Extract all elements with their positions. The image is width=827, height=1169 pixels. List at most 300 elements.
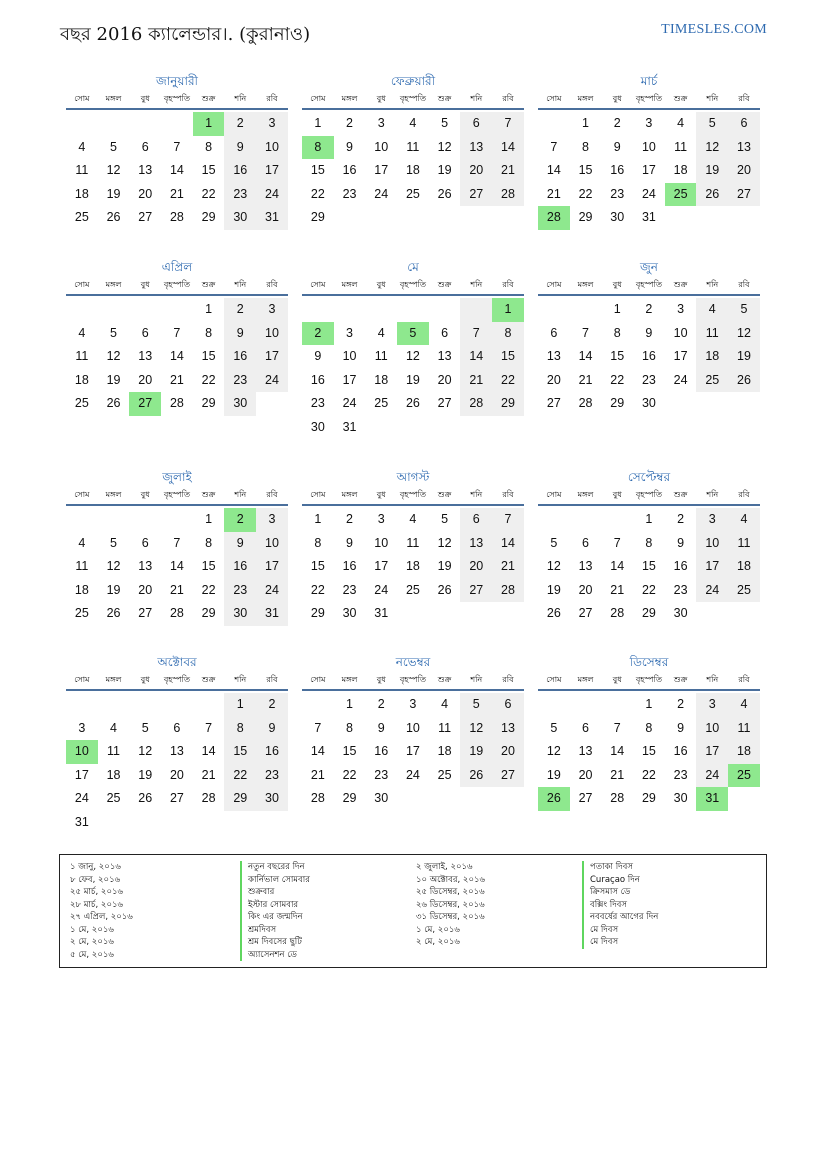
day-cell[interactable]: 2 <box>613 116 621 130</box>
day-cell[interactable]: 2 <box>256 693 288 717</box>
day-cell[interactable]: 9 <box>224 322 256 346</box>
day-cell[interactable]: 4 <box>78 325 86 340</box>
day-cell[interactable]: 10 <box>374 535 389 550</box>
day-cell[interactable]: 14 <box>201 744 216 758</box>
day-cell[interactable]: 14 <box>492 532 524 556</box>
day-cell[interactable]: 10 <box>696 717 728 741</box>
day-cell[interactable]: 24 <box>641 186 656 201</box>
day-cell[interactable]: 27 <box>138 606 153 620</box>
day-cell[interactable]: 23 <box>610 186 625 201</box>
day-cell[interactable]: 21 <box>610 582 625 597</box>
day-cell[interactable]: 2 <box>677 697 685 711</box>
day-cell[interactable]: 3 <box>377 512 385 526</box>
day-cell[interactable]: 19 <box>696 159 728 183</box>
day-cell[interactable]: 12 <box>405 349 420 363</box>
day-cell[interactable]: 7 <box>582 325 589 340</box>
day-cell[interactable]: 30 <box>310 419 325 434</box>
day-cell[interactable]: 20 <box>138 372 153 387</box>
day-cell[interactable]: 19 <box>405 372 420 387</box>
day-cell[interactable]: 13 <box>169 744 184 758</box>
day-cell[interactable]: 13 <box>546 349 561 363</box>
day-cell[interactable]: 26 <box>405 396 420 410</box>
day-cell[interactable]: 8 <box>346 720 353 735</box>
day-cell[interactable]: 9 <box>256 717 288 741</box>
day-cell[interactable]: 18 <box>728 740 760 764</box>
day-cell[interactable]: 13 <box>138 349 153 363</box>
day-cell[interactable]: 7 <box>550 139 558 154</box>
day-cell[interactable]: 3 <box>256 112 288 136</box>
day-cell[interactable]: 26 <box>106 210 121 224</box>
day-cell[interactable]: 30 <box>641 396 656 410</box>
day-cell[interactable]: 17 <box>641 163 656 177</box>
day-cell[interactable]: 19 <box>437 163 452 177</box>
day-cell[interactable]: 19 <box>546 767 561 782</box>
day-cell[interactable]: 22 <box>201 372 216 387</box>
day-cell[interactable]: 5 <box>728 298 760 322</box>
day-cell[interactable]: 2 <box>645 302 653 316</box>
day-cell[interactable]: 1 <box>205 512 213 526</box>
day-cell[interactable]: 27 <box>546 396 561 410</box>
day-cell[interactable]: 17 <box>256 345 288 369</box>
day-cell[interactable]: 16 <box>310 372 325 387</box>
day-cell[interactable]: 26 <box>437 582 452 597</box>
day-cell[interactable]: 19 <box>728 345 760 369</box>
day-cell[interactable]: 6 <box>460 112 492 136</box>
day-cell[interactable]: 14 <box>610 559 625 573</box>
day-cell[interactable]: 6 <box>441 325 449 340</box>
day-cell[interactable]: 27 <box>437 396 452 410</box>
day-cell[interactable]: 27 <box>578 791 593 805</box>
day-cell[interactable]: 27 <box>169 791 184 805</box>
day-cell[interactable]: 6 <box>173 720 181 735</box>
day-cell[interactable]: 2 <box>224 508 256 532</box>
day-cell[interactable]: 23 <box>224 369 256 393</box>
day-cell[interactable]: 21 <box>169 582 184 597</box>
day-cell[interactable]: 5 <box>441 512 449 526</box>
day-cell[interactable]: 18 <box>673 163 688 177</box>
day-cell[interactable]: 3 <box>346 325 353 340</box>
day-cell[interactable]: 1 <box>193 112 225 136</box>
day-cell[interactable]: 15 <box>201 559 216 573</box>
day-cell[interactable]: 4 <box>441 697 449 711</box>
day-cell[interactable]: 20 <box>460 555 492 579</box>
day-cell[interactable]: 13 <box>138 559 153 573</box>
day-cell[interactable]: 3 <box>677 302 685 316</box>
day-cell[interactable]: 16 <box>256 740 288 764</box>
day-cell[interactable]: 8 <box>645 720 653 735</box>
day-cell[interactable]: 15 <box>310 163 325 177</box>
day-cell[interactable]: 29 <box>342 791 357 805</box>
day-cell[interactable]: 19 <box>106 582 121 597</box>
day-cell[interactable]: 15 <box>641 744 656 758</box>
day-cell[interactable]: 21 <box>201 767 216 782</box>
day-cell[interactable]: 9 <box>224 136 256 160</box>
day-cell[interactable]: 18 <box>437 744 452 758</box>
day-cell[interactable]: 24 <box>696 764 728 788</box>
day-cell[interactable]: 7 <box>205 720 213 735</box>
day-cell[interactable]: 23 <box>224 183 256 207</box>
day-cell[interactable]: 17 <box>74 767 89 782</box>
day-cell[interactable]: 13 <box>728 136 760 160</box>
day-cell[interactable]: 17 <box>673 349 688 363</box>
day-cell[interactable]: 22 <box>641 582 656 597</box>
day-cell[interactable]: 8 <box>314 535 322 550</box>
day-cell[interactable]: 25 <box>696 369 728 393</box>
day-cell[interactable]: 4 <box>677 116 685 130</box>
day-cell[interactable]: 8 <box>492 322 524 346</box>
day-cell[interactable]: 15 <box>610 349 625 363</box>
day-cell[interactable]: 7 <box>492 508 524 532</box>
day-cell[interactable]: 28 <box>310 791 325 805</box>
day-cell[interactable]: 7 <box>173 535 181 550</box>
day-cell[interactable]: 26 <box>437 186 452 201</box>
day-cell[interactable]: 29 <box>641 606 656 620</box>
day-cell[interactable]: 26 <box>106 606 121 620</box>
day-cell[interactable]: 30 <box>224 392 256 416</box>
day-cell[interactable]: 24 <box>74 791 89 805</box>
day-cell[interactable]: 5 <box>110 139 117 154</box>
day-cell[interactable]: 9 <box>613 139 621 154</box>
day-cell[interactable]: 11 <box>438 720 452 735</box>
day-cell[interactable]: 25 <box>728 579 760 603</box>
day-cell[interactable]: 22 <box>310 582 325 597</box>
day-cell[interactable]: 12 <box>106 163 121 177</box>
day-cell[interactable]: 30 <box>224 602 256 626</box>
day-cell[interactable]: 20 <box>546 372 561 387</box>
day-cell[interactable]: 23 <box>310 396 325 410</box>
day-cell[interactable]: 6 <box>141 325 149 340</box>
day-cell[interactable]: 6 <box>141 139 149 154</box>
day-cell[interactable]: 30 <box>224 206 256 230</box>
day-cell[interactable]: 5 <box>110 535 117 550</box>
day-cell[interactable]: 4 <box>409 512 417 526</box>
day-cell[interactable]: 12 <box>437 535 452 550</box>
day-cell[interactable]: 6 <box>582 720 589 735</box>
day-cell[interactable]: 15 <box>342 744 357 758</box>
day-cell[interactable]: 24 <box>256 369 288 393</box>
day-cell[interactable]: 22 <box>641 767 656 782</box>
day-cell[interactable]: 19 <box>138 767 153 782</box>
day-cell[interactable]: 24 <box>256 183 288 207</box>
day-cell[interactable]: 25 <box>405 186 420 201</box>
day-cell[interactable]: 21 <box>169 372 184 387</box>
day-cell[interactable]: 27 <box>492 764 524 788</box>
day-cell[interactable]: 5 <box>696 112 728 136</box>
day-cell[interactable]: 11 <box>696 322 728 346</box>
day-cell[interactable]: 10 <box>256 322 288 346</box>
day-cell[interactable]: 13 <box>578 559 593 573</box>
day-cell[interactable]: 13 <box>460 532 492 556</box>
day-cell[interactable]: 28 <box>538 206 570 230</box>
day-cell[interactable]: 22 <box>201 186 216 201</box>
day-cell[interactable]: 5 <box>397 322 429 346</box>
day-cell[interactable]: 20 <box>578 767 593 782</box>
day-cell[interactable]: 5 <box>110 325 117 340</box>
day-cell[interactable]: 17 <box>696 555 728 579</box>
day-cell[interactable]: 20 <box>492 740 524 764</box>
day-cell[interactable]: 27 <box>138 210 153 224</box>
day-cell[interactable]: 29 <box>310 606 325 620</box>
day-cell[interactable]: 1 <box>645 697 653 711</box>
day-cell[interactable]: 16 <box>374 744 389 758</box>
day-cell[interactable]: 2 <box>346 116 353 130</box>
day-cell[interactable]: 28 <box>169 210 184 224</box>
day-cell[interactable]: 29 <box>201 210 216 224</box>
day-cell[interactable]: 30 <box>342 606 357 620</box>
day-cell[interactable]: 11 <box>374 349 388 363</box>
day-cell[interactable]: 11 <box>75 559 89 573</box>
day-cell[interactable]: 16 <box>342 559 357 573</box>
day-cell[interactable]: 23 <box>673 767 688 782</box>
day-cell[interactable]: 12 <box>546 559 561 573</box>
day-cell[interactable]: 26 <box>696 183 728 207</box>
day-cell[interactable]: 3 <box>409 697 417 711</box>
day-cell[interactable]: 19 <box>106 186 121 201</box>
day-cell[interactable]: 28 <box>169 396 184 410</box>
day-cell[interactable]: 26 <box>106 396 121 410</box>
day-cell[interactable]: 9 <box>346 535 353 550</box>
day-cell[interactable]: 5 <box>550 535 558 550</box>
day-cell[interactable]: 29 <box>201 606 216 620</box>
day-cell[interactable]: 18 <box>74 186 89 201</box>
day-cell[interactable]: 29 <box>492 392 524 416</box>
day-cell[interactable]: 11 <box>674 139 688 154</box>
day-cell[interactable]: 5 <box>141 720 149 735</box>
day-cell[interactable]: 3 <box>377 116 385 130</box>
day-cell[interactable]: 22 <box>342 767 357 782</box>
day-cell[interactable]: 20 <box>169 767 184 782</box>
day-cell[interactable]: 22 <box>492 369 524 393</box>
day-cell[interactable]: 12 <box>106 349 121 363</box>
day-cell[interactable]: 21 <box>546 186 561 201</box>
day-cell[interactable]: 7 <box>460 322 492 346</box>
day-cell[interactable]: 27 <box>460 579 492 603</box>
day-cell[interactable]: 9 <box>224 532 256 556</box>
day-cell[interactable]: 15 <box>310 559 325 573</box>
day-cell[interactable]: 10 <box>673 325 688 340</box>
day-cell[interactable]: 15 <box>641 559 656 573</box>
day-cell[interactable]: 28 <box>169 606 184 620</box>
day-cell[interactable]: 13 <box>578 744 593 758</box>
day-cell[interactable]: 18 <box>374 372 389 387</box>
day-cell[interactable]: 5 <box>460 693 492 717</box>
day-cell[interactable]: 13 <box>437 349 452 363</box>
day-cell[interactable]: 29 <box>578 210 593 224</box>
day-cell[interactable]: 1 <box>314 116 322 130</box>
day-cell[interactable]: 16 <box>641 349 656 363</box>
day-cell[interactable]: 17 <box>256 159 288 183</box>
day-cell[interactable]: 3 <box>256 298 288 322</box>
day-cell[interactable]: 1 <box>224 693 256 717</box>
day-cell[interactable]: 8 <box>205 535 213 550</box>
day-cell[interactable]: 20 <box>437 372 452 387</box>
day-cell[interactable]: 25 <box>665 183 697 207</box>
day-cell[interactable]: 19 <box>546 582 561 597</box>
day-cell[interactable]: 4 <box>377 325 385 340</box>
day-cell[interactable]: 14 <box>310 744 325 758</box>
day-cell[interactable]: 26 <box>728 369 760 393</box>
day-cell[interactable]: 31 <box>74 814 89 829</box>
day-cell[interactable]: 2 <box>346 512 353 526</box>
day-cell[interactable]: 2 <box>224 112 256 136</box>
day-cell[interactable]: 22 <box>201 582 216 597</box>
day-cell[interactable]: 24 <box>374 186 389 201</box>
day-cell[interactable]: 14 <box>169 349 184 363</box>
day-cell[interactable]: 12 <box>546 744 561 758</box>
day-cell[interactable]: 12 <box>437 139 452 154</box>
day-cell[interactable]: 31 <box>342 419 357 434</box>
day-cell[interactable]: 29 <box>224 787 256 811</box>
day-cell[interactable]: 24 <box>696 579 728 603</box>
day-cell[interactable]: 7 <box>314 720 322 735</box>
day-cell[interactable]: 31 <box>641 210 656 224</box>
day-cell[interactable]: 12 <box>696 136 728 160</box>
day-cell[interactable]: 17 <box>342 372 357 387</box>
day-cell[interactable]: 18 <box>106 767 121 782</box>
day-cell[interactable]: 17 <box>374 559 389 573</box>
day-cell[interactable]: 8 <box>205 139 213 154</box>
day-cell[interactable]: 6 <box>582 535 589 550</box>
day-cell[interactable]: 1 <box>346 697 353 711</box>
day-cell[interactable]: 25 <box>74 396 89 410</box>
day-cell[interactable]: 28 <box>492 579 524 603</box>
day-cell[interactable]: 14 <box>169 559 184 573</box>
day-cell[interactable]: 10 <box>256 532 288 556</box>
day-cell[interactable]: 28 <box>610 606 625 620</box>
day-cell[interactable]: 16 <box>673 559 688 573</box>
day-cell[interactable]: 11 <box>728 532 760 556</box>
day-cell[interactable]: 25 <box>405 582 420 597</box>
day-cell[interactable]: 10 <box>66 740 98 764</box>
day-cell[interactable]: 27 <box>129 392 161 416</box>
day-cell[interactable]: 1 <box>645 512 653 526</box>
day-cell[interactable]: 27 <box>460 183 492 207</box>
day-cell[interactable]: 3 <box>78 720 86 735</box>
day-cell[interactable]: 1 <box>613 302 621 316</box>
day-cell[interactable]: 15 <box>578 163 593 177</box>
day-cell[interactable]: 3 <box>696 508 728 532</box>
day-cell[interactable]: 30 <box>374 791 389 805</box>
day-cell[interactable]: 28 <box>492 183 524 207</box>
day-cell[interactable]: 21 <box>460 369 492 393</box>
day-cell[interactable]: 24 <box>374 582 389 597</box>
day-cell[interactable]: 11 <box>75 163 89 177</box>
day-cell[interactable]: 4 <box>728 508 760 532</box>
day-cell[interactable]: 6 <box>141 535 149 550</box>
day-cell[interactable]: 17 <box>374 163 389 177</box>
day-cell[interactable]: 2 <box>377 697 385 711</box>
day-cell[interactable]: 4 <box>696 298 728 322</box>
day-cell[interactable]: 19 <box>106 372 121 387</box>
day-cell[interactable]: 7 <box>173 325 181 340</box>
day-cell[interactable]: 21 <box>578 372 593 387</box>
day-cell[interactable]: 9 <box>314 349 322 363</box>
day-cell[interactable]: 10 <box>374 139 389 154</box>
day-cell[interactable]: 15 <box>492 345 524 369</box>
day-cell[interactable]: 24 <box>405 767 420 782</box>
day-cell[interactable]: 3 <box>256 508 288 532</box>
day-cell[interactable]: 3 <box>696 693 728 717</box>
day-cell[interactable]: 21 <box>492 159 524 183</box>
day-cell[interactable]: 25 <box>106 791 121 805</box>
day-cell[interactable]: 13 <box>492 717 524 741</box>
day-cell[interactable]: 13 <box>460 136 492 160</box>
day-cell[interactable]: 21 <box>610 767 625 782</box>
day-cell[interactable]: 8 <box>205 325 213 340</box>
day-cell[interactable]: 25 <box>74 210 89 224</box>
day-cell[interactable]: 24 <box>673 372 688 387</box>
day-cell[interactable]: 29 <box>610 396 625 410</box>
day-cell[interactable]: 20 <box>460 159 492 183</box>
day-cell[interactable]: 8 <box>613 325 621 340</box>
day-cell[interactable]: 20 <box>138 582 153 597</box>
day-cell[interactable]: 12 <box>106 559 121 573</box>
day-cell[interactable]: 30 <box>256 787 288 811</box>
day-cell[interactable]: 23 <box>374 767 389 782</box>
day-cell[interactable]: 11 <box>406 139 420 154</box>
day-cell[interactable]: 23 <box>673 582 688 597</box>
day-cell[interactable]: 29 <box>201 396 216 410</box>
day-cell[interactable]: 18 <box>405 559 420 573</box>
day-cell[interactable]: 18 <box>74 582 89 597</box>
day-cell[interactable]: 30 <box>610 210 625 224</box>
day-cell[interactable]: 2 <box>302 322 334 346</box>
day-cell[interactable]: 29 <box>310 210 325 224</box>
day-cell[interactable]: 18 <box>696 345 728 369</box>
day-cell[interactable]: 6 <box>492 693 524 717</box>
day-cell[interactable]: 4 <box>110 720 117 735</box>
day-cell[interactable]: 10 <box>342 349 357 363</box>
day-cell[interactable]: 19 <box>437 559 452 573</box>
day-cell[interactable]: 8 <box>645 535 653 550</box>
day-cell[interactable]: 25 <box>374 396 389 410</box>
day-cell[interactable]: 20 <box>138 186 153 201</box>
day-cell[interactable]: 16 <box>342 163 357 177</box>
day-cell[interactable]: 4 <box>78 139 86 154</box>
day-cell[interactable]: 13 <box>138 163 153 177</box>
day-cell[interactable]: 14 <box>492 136 524 160</box>
day-cell[interactable]: 12 <box>138 744 153 758</box>
day-cell[interactable]: 1 <box>205 302 213 316</box>
day-cell[interactable]: 9 <box>377 720 385 735</box>
day-cell[interactable]: 4 <box>78 535 86 550</box>
day-cell[interactable]: 14 <box>578 349 593 363</box>
day-cell[interactable]: 10 <box>641 139 656 154</box>
day-cell[interactable]: 7 <box>492 112 524 136</box>
day-cell[interactable]: 25 <box>74 606 89 620</box>
day-cell[interactable]: 27 <box>578 606 593 620</box>
day-cell[interactable]: 11 <box>75 349 89 363</box>
day-cell[interactable]: 10 <box>405 720 420 735</box>
day-cell[interactable]: 17 <box>405 744 420 758</box>
day-cell[interactable]: 23 <box>342 582 357 597</box>
day-cell[interactable]: 18 <box>405 163 420 177</box>
day-cell[interactable]: 11 <box>406 535 420 550</box>
day-cell[interactable]: 14 <box>546 163 561 177</box>
day-cell[interactable]: 9 <box>346 139 353 154</box>
day-cell[interactable]: 31 <box>256 602 288 626</box>
day-cell[interactable]: 26 <box>460 764 492 788</box>
day-cell[interactable]: 22 <box>578 186 593 201</box>
day-cell[interactable]: 4 <box>728 693 760 717</box>
day-cell[interactable]: 26 <box>538 787 570 811</box>
day-cell[interactable]: 23 <box>256 764 288 788</box>
day-cell[interactable]: 18 <box>74 372 89 387</box>
day-cell[interactable]: 28 <box>578 396 593 410</box>
day-cell[interactable]: 31 <box>374 606 389 620</box>
day-cell[interactable]: 10 <box>256 136 288 160</box>
day-cell[interactable]: 8 <box>582 139 589 154</box>
